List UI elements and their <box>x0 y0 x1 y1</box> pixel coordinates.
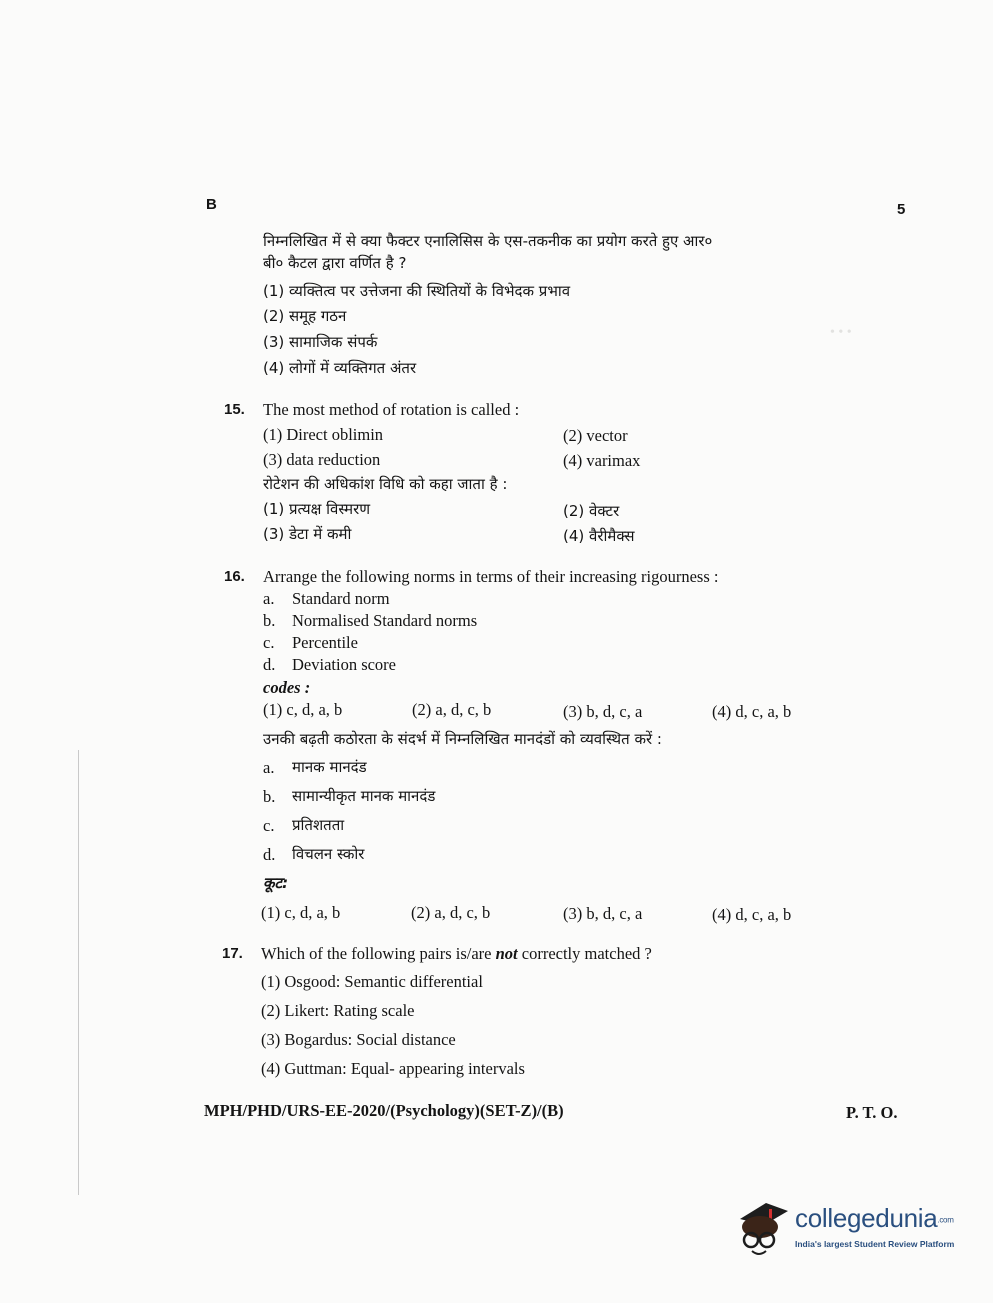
list-item-key: d. <box>263 655 276 674</box>
stem-text: correctly matched ? <box>521 944 652 963</box>
mascot-icon <box>736 1197 794 1259</box>
logo-tld: .com <box>937 1215 954 1225</box>
question-stem: The most method of rotation is called : <box>263 400 520 419</box>
list-item-key: b. <box>263 611 276 630</box>
question-stem <box>261 944 652 964</box>
page-number: 5 <box>897 201 906 218</box>
question-stem-line: निम्नलिखित में से क्या फैक्टर एनालिसिस के एस-तकनीक का प्रयोग करते हुए आर० <box>263 232 713 250</box>
logo-tagline: India's largest Student Review Platform <box>795 1239 955 1249</box>
option-1: (1) Direct oblimin <box>263 425 384 444</box>
codes-label-hindi: कूट: <box>263 874 289 892</box>
question-number: 17. <box>222 945 243 962</box>
option-3: (3) data reduction <box>263 450 381 469</box>
option-4: (4) लोगों में व्यक्तिगत अंतर <box>263 359 417 377</box>
option-2: (2) Likert: Rating scale <box>261 1001 415 1020</box>
option-3: (3) सामाजिक संपर्क <box>263 333 378 351</box>
list-item-key: c. <box>263 816 275 835</box>
list-item-text-hindi: सामान्यीकृत मानक मानदंड <box>292 787 436 805</box>
margin-line <box>78 750 79 1195</box>
list-item-key: b. <box>263 787 276 806</box>
option-1-hindi: (1) प्रत्यक्ष विस्मरण <box>263 500 371 518</box>
stem-text: Which of the following pairs is/are <box>261 944 492 963</box>
codes-label: codes : <box>263 678 311 697</box>
list-item-key: a. <box>263 758 275 777</box>
question-stem-hindi: रोटेशन की अधिकांश विधि को कहा जाता है : <box>263 475 508 493</box>
code-option-2: (2) a, d, c, b <box>412 700 492 719</box>
list-item-key: a. <box>263 589 275 608</box>
collegedunia-logo <box>736 1197 961 1259</box>
code-option-1-hindi: (1) c, d, a, b <box>261 903 341 922</box>
pto-label: P. T. O. <box>846 1103 898 1122</box>
question-stem: Arrange the following norms in terms of their increasing rigourness : <box>263 567 719 586</box>
code-option-3: (3) b, d, c, a <box>563 702 643 721</box>
question-stem-line: बी० कैटल द्वारा वर्णित है ? <box>263 254 407 272</box>
list-item-text-hindi: मानक मानदंड <box>292 758 367 776</box>
option-4: (4) varimax <box>563 451 641 470</box>
code-option-1: (1) c, d, a, b <box>263 700 343 719</box>
code-option-2-hindi: (2) a, d, c, b <box>411 903 491 922</box>
question-stem-hindi: उनकी बढ़ती कठोरता के संदर्भ में निम्नलिखित मानदंडों को व्यवस्थित करें : <box>263 730 662 748</box>
question-number: 16. <box>224 568 245 585</box>
logo-name: collegedunia <box>795 1203 938 1233</box>
option-2-hindi: (2) वेक्टर <box>563 502 620 520</box>
bleed-through-text: • • • <box>830 325 852 340</box>
list-item-key: d. <box>263 845 276 864</box>
option-3-hindi: (3) डेटा में कमी <box>263 525 352 543</box>
code-option-4: (4) d, c, a, b <box>712 702 792 721</box>
list-item-text-hindi: विचलन स्कोर <box>292 845 365 863</box>
question-number: 15. <box>224 401 245 418</box>
code-option-4-hindi: (4) d, c, a, b <box>712 905 792 924</box>
section-label: B <box>206 196 217 213</box>
option-4-hindi: (4) वैरीमैक्स <box>563 527 635 545</box>
option-1: (1) व्यक्तित्व पर उत्तेजना की स्थितियों के विभेदक प्रभाव <box>263 282 571 300</box>
option-2: (2) vector <box>563 426 628 445</box>
list-item-text: Deviation score <box>292 655 397 674</box>
stem-emphasis: not <box>495 944 518 963</box>
paper-code: MPH/PHD/URS-EE-2020/(Psychology)(SET-Z)/(B) <box>204 1101 564 1120</box>
list-item-text-hindi: प्रतिशतता <box>292 816 345 834</box>
logo-wordmark <box>795 1203 954 1234</box>
code-option-3-hindi: (3) b, d, c, a <box>563 904 643 923</box>
list-item-text: Normalised Standard norms <box>292 611 478 630</box>
list-item-key: c. <box>263 633 275 652</box>
list-item-text: Standard norm <box>292 589 390 608</box>
option-1: (1) Osgood: Semantic differential <box>261 972 483 991</box>
option-3: (3) Bogardus: Social distance <box>261 1030 456 1049</box>
list-item-text: Percentile <box>292 633 358 652</box>
option-4: (4) Guttman: Equal- appearing intervals <box>261 1059 525 1078</box>
option-2: (2) समूह गठन <box>263 307 347 325</box>
